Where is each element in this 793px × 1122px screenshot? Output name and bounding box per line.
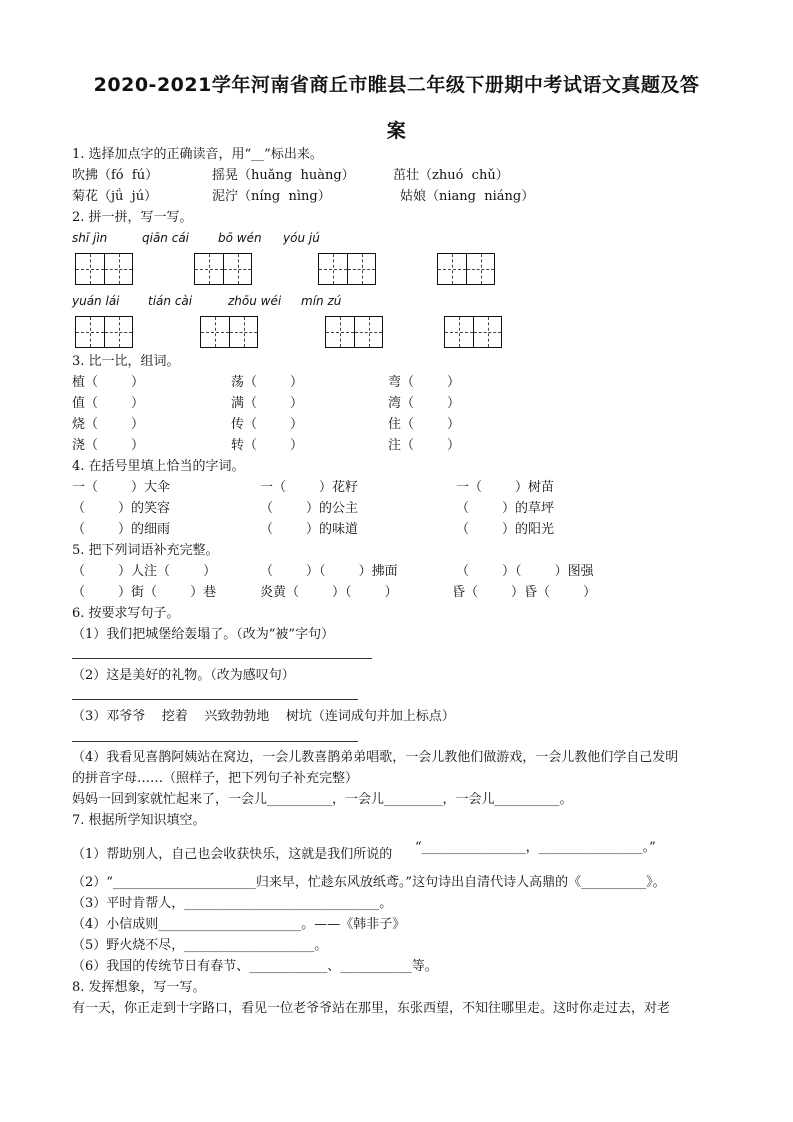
q5-item: （ ）人注（ ） xyxy=(72,564,217,579)
q1-item: 菊花（jǘ jú） xyxy=(72,189,158,204)
q4-item: 一（ ）大伞 xyxy=(72,480,171,495)
q3-item: 注（ ） xyxy=(388,438,461,453)
answer-line[interactable] xyxy=(72,658,372,659)
q7-item-1b: “________________，________________。” xyxy=(415,840,656,855)
q4-item: （ ）的草坪 xyxy=(456,501,555,516)
writing-grid[interactable] xyxy=(444,316,502,348)
pinyin-label: bō wén xyxy=(218,231,262,245)
page-title-line-1: 2020-2021学年河南省商丘市睢县二年级下册期中考试语文真题及答 xyxy=(93,74,700,96)
q3-stem: 3. 比一比，组词。 xyxy=(72,354,180,369)
q4-item: 一（ ）树苗 xyxy=(456,480,555,495)
q7-item-2: （2）“______________________归来早，忙趁东风放纸鸢。”这句诗出自清代诗人高鼎的《__________》。 xyxy=(72,875,666,890)
q7-item-1a: （1）帮助别人，自己也会收获快乐，这就是我们所说的 xyxy=(72,847,393,862)
q1-item: 泥泞（níng nìng） xyxy=(212,189,331,204)
q5-stem: 5. 把下列词语补充完整。 xyxy=(72,543,219,558)
q4-item: （ ）的公主 xyxy=(260,501,359,516)
q8-stem: 8. 发挥想象，写一写。 xyxy=(72,980,206,995)
q7-item-4: （4）小信成则______________________。——《韩非子》 xyxy=(72,917,406,932)
q3-item: 值（ ） xyxy=(72,396,145,411)
writing-grid[interactable] xyxy=(437,253,495,285)
q6-sentence-4a: （4）我看见喜鹊阿姨站在窝边，一会儿教喜鹊弟弟唱歌，一会儿教他们做游戏，一会儿教他们学自己发明 xyxy=(72,750,679,765)
writing-grid[interactable] xyxy=(325,316,383,348)
q4-item: （ ）的味道 xyxy=(260,522,359,537)
pinyin-label: yuán lái xyxy=(72,294,120,308)
answer-line[interactable] xyxy=(72,699,358,700)
writing-grid[interactable] xyxy=(318,253,376,285)
q2-stem: 2. 拼一拼，写一写。 xyxy=(72,210,193,225)
writing-grid[interactable] xyxy=(194,253,252,285)
q1-item: 姑娘（niang niáng） xyxy=(400,189,535,204)
writing-grid[interactable] xyxy=(200,316,258,348)
pinyin-label: tián cài xyxy=(148,294,193,308)
q3-item: 传（ ） xyxy=(231,417,304,432)
q3-item: 转（ ） xyxy=(231,438,304,453)
q5-item: （ ）街（ ）巷 xyxy=(72,585,217,600)
q3-item: 烧（ ） xyxy=(72,417,145,432)
page-title-line-2: 案 xyxy=(386,120,407,142)
pinyin-label: mín zú xyxy=(301,294,342,308)
q7-item-5: （5）野火烧不尽，____________________。 xyxy=(72,938,328,953)
q8-text: 有一天，你正走到十字路口，看见一位老爷爷站在那里，东张西望，不知往哪里走。这时你走过去，对老 xyxy=(72,1001,671,1016)
pinyin-label: zhōu wéi xyxy=(228,294,282,308)
q6-stem: 6. 按要求写句子。 xyxy=(72,606,180,621)
q5-item: （ ）（ ）拂面 xyxy=(260,564,398,579)
q3-item: 荡（ ） xyxy=(231,375,304,390)
q6-sentence-1: （1）我们把城堡给轰塌了。（改为“被”字句） xyxy=(72,627,335,642)
q3-item: 植（ ） xyxy=(72,375,145,390)
q3-item: 弯（ ） xyxy=(388,375,461,390)
q5-item: （ ）（ ）图强 xyxy=(456,564,594,579)
writing-grid[interactable] xyxy=(75,253,133,285)
pinyin-label: shī jìn xyxy=(72,231,108,245)
q4-item: （ ）的笑容 xyxy=(72,501,171,516)
q3-item: 湾（ ） xyxy=(388,396,461,411)
q7-item-6: （6）我国的传统节日有春节、____________、___________等。 xyxy=(72,959,438,974)
q5-item: 炎黄（ ）（ ） xyxy=(260,585,398,600)
q1-item: 吹拂（fó fú） xyxy=(72,168,159,183)
q6-sentence-4c: 妈妈一回到家就忙起来了，一会儿__________，一会儿_________，一会儿__________。 xyxy=(72,792,573,807)
q1-item: 茁壮（zhuó chǔ） xyxy=(393,168,509,183)
writing-grid[interactable] xyxy=(75,316,133,348)
q1-stem: 1. 选择加点字的正确读音，用“__”标出来。 xyxy=(72,147,323,162)
pinyin-label: yóu jú xyxy=(283,231,320,245)
q4-item: （ ）的细雨 xyxy=(72,522,171,537)
q1-item: 摇晃（huǎng huàng） xyxy=(212,168,355,183)
q6-sentence-3: （3）邓爷爷 挖着 兴致勃勃地 树坑（连词成句并加上标点） xyxy=(72,709,455,724)
q6-sentence-2: （2）这是美好的礼物。（改为感叹句） xyxy=(72,668,295,683)
q3-item: 浇（ ） xyxy=(72,438,145,453)
q4-item: 一（ ）花籽 xyxy=(260,480,359,495)
q5-item: 昏（ ）昏（ ） xyxy=(452,585,597,600)
q4-stem: 4. 在括号里填上恰当的字词。 xyxy=(72,459,245,474)
q3-item: 住（ ） xyxy=(388,417,461,432)
q4-item: （ ）的阳光 xyxy=(456,522,555,537)
q7-stem: 7. 根据所学知识填空。 xyxy=(72,813,206,828)
pinyin-label: qiān cái xyxy=(142,231,190,245)
answer-line[interactable] xyxy=(72,741,358,742)
q7-item-3: （3）平时肯帮人，______________________________。 xyxy=(72,896,393,911)
q6-sentence-4b: 的拼音字母……（照样子，把下列句子补充完整） xyxy=(72,771,359,786)
q3-item: 满（ ） xyxy=(231,396,304,411)
